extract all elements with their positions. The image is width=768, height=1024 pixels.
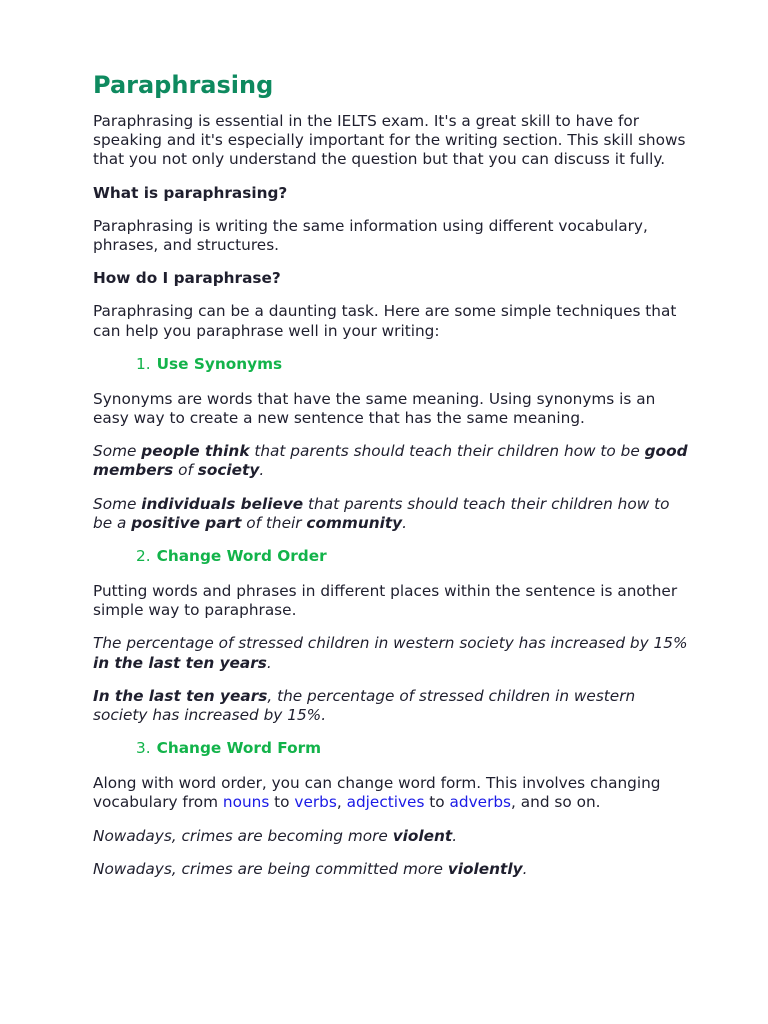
word-form-example-2: Nowadays, crimes are being committed more violently. (93, 859, 528, 878)
document-content (93, 70, 693, 893)
synonyms-body: Synonyms are words that have the same meaning. Using synonyms is an easy way to create a new sentence that has the same meaning. (93, 389, 656, 428)
intro-paragraph: Paraphrasing is essential in the IELTS exam. It's a great skill to have for speaking and it's especially important for the writing section. This skill shows that you not only understand the question but that you can discuss it fully. (93, 112, 686, 169)
link-verbs[interactable]: verbs (294, 793, 337, 812)
link-nouns[interactable]: nouns (222, 793, 270, 812)
section-number: 3. (136, 739, 151, 758)
word-form-body: Along with word order, you can change word form. This involves changing vocabulary from nouns to verbs, adjectives to adverbs, and so on. (93, 774, 661, 812)
question-how: How do I paraphrase? (93, 269, 281, 288)
word-order-example-1: The percentage of stressed children in western society has increased by 15% in the last ten years. (93, 634, 688, 672)
section-heading-word-form (136, 739, 693, 758)
section-number: 2. (136, 547, 151, 566)
section-heading-text: Change Word Form (156, 739, 322, 758)
word-form-example-1: Nowadays, crimes are becoming more violent. (93, 826, 458, 845)
answer-how: Paraphrasing can be a daunting task. Here are some simple techniques that can help you paraphrase well in your writing: (93, 302, 677, 340)
section-heading-text: Use Synonyms (156, 354, 283, 373)
answer-what-is: Paraphrasing is writing the same information using different vocabulary, phrases, and structures. (93, 216, 648, 255)
page-title: Paraphrasing (93, 71, 274, 99)
question-what-is: What is paraphrasing? (93, 183, 288, 202)
link-adverbs[interactable]: adverbs (449, 793, 512, 812)
section-number: 1. (136, 354, 151, 373)
synonyms-example-2: Some individuals believe that parents should teach their children how to be a positive part of their community. (93, 494, 670, 532)
section-heading-text: Change Word Order (156, 547, 327, 566)
synonyms-example-1: Some people think that parents should teach their children how to be good members of society. (93, 442, 688, 480)
word-order-body: Putting words and phrases in different places within the sentence is another simple way to paraphrase. (93, 582, 678, 620)
section-heading-word-order (136, 547, 693, 566)
link-adjectives[interactable]: adjectives (346, 793, 425, 812)
word-order-example-2: In the last ten years, the percentage of stressed children in western society has increased by 15%. (93, 686, 636, 725)
section-heading-synonyms (136, 355, 693, 374)
